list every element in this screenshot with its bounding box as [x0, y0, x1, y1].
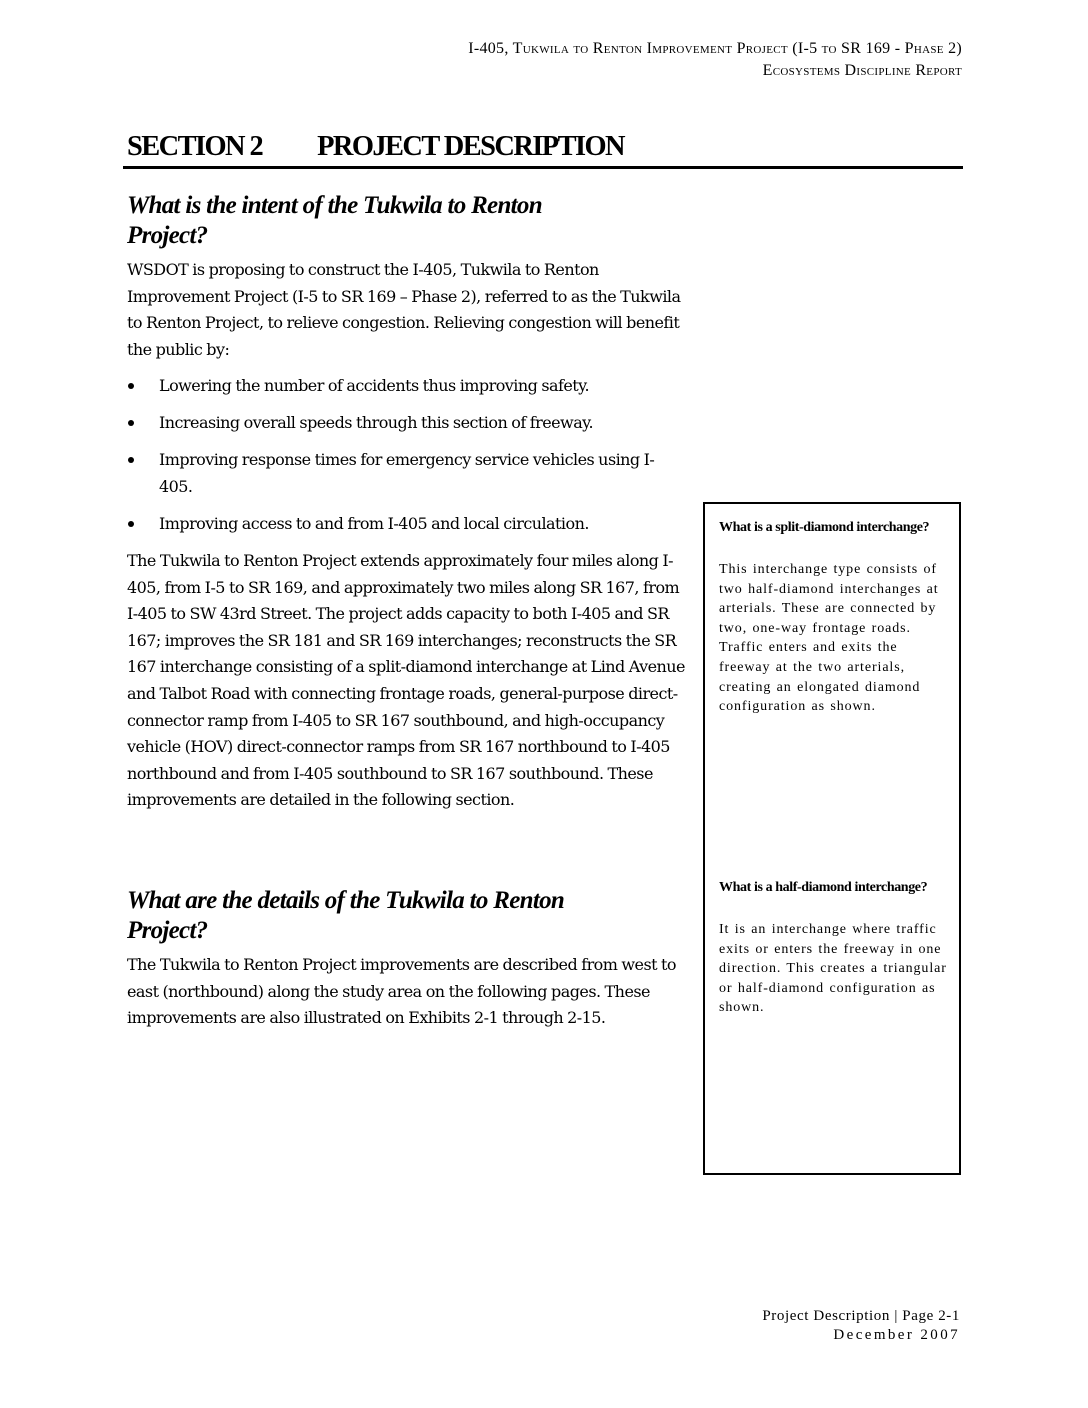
list-item: Lowering the number of accidents thus improving safety.: [127, 373, 687, 400]
details-paragraph: The Tukwila to Renton Project improvements are described from west to east (northbound) along the study area on the following pages. These improvements are also illustrated on Exhibits 2-1 through 2-15.: [127, 955, 677, 1028]
section-heading: [127, 130, 624, 163]
intent-heading-line2: Project?: [127, 222, 208, 249]
bullet-icon: [128, 383, 134, 389]
bullet-icon: [128, 457, 134, 463]
intent-paragraph: WSDOT is proposing to construct the I-405, Tukwila to Renton Improvement Project (I-5 to SR 169 – Phase 2), referred to as the Tukwila to Renton Project, to relieve congestion. Relieving congestion will benefit the public by:: [127, 260, 681, 359]
bullet-icon: [128, 521, 134, 527]
list-item: Improving response times for emergency service vehicles using I-405.: [127, 447, 687, 500]
benefits-list: [127, 373, 687, 548]
section-rule: [123, 166, 963, 169]
list-item: Increasing overall speeds through this section of freeway.: [127, 410, 687, 437]
intent-heading: [127, 191, 687, 251]
section-title: PROJECT DESCRIPTION: [317, 130, 624, 162]
half-diamond-answer: It is an interchange where traffic exits or enters the freeway in one direction. This creates a triangular or half-diamond configuration as shown.: [719, 922, 947, 1016]
split-diamond-question: What is a split-diamond interchange?: [719, 520, 930, 535]
footer-page-label: Project Description | Page 2-1: [762, 1308, 960, 1324]
sidebar-definitions-box: [703, 502, 961, 1175]
half-diamond-question: What is a half-diamond interchange?: [719, 880, 928, 895]
details-heading: [127, 886, 687, 946]
extent-paragraph: The Tukwila to Renton Project extends approximately four miles along I-405, from I-5 to SR 169, and approximately two miles along SR 167, from I-405 to SW 43rd Street. The project adds capacity to both I-405 and SR 167; improves the SR 181 and SR 169 interchanges; reconstructs the SR 167 interchange consisting of a split-diamond interchange at Lind Avenue and Talbot Road with connecting frontage roads, general-purpose direct-connector ramp from I-405 to SR 167 southbound, and high-occupancy vehicle (HOV) direct-connector ramps from SR 167 northbound to I-405 northbound and from I-405 southbound to SR 167 southbound. These improvements are detailed in the following section.: [127, 551, 685, 810]
running-header-title: I-405, Tukwila to Renton Improvement Project (I-5 to SR 169 - Phase 2): [468, 40, 962, 57]
section-number: SECTION 2: [127, 130, 263, 162]
split-diamond-answer: This interchange type consists of two half-diamond interchanges at arterials. These are connected by two, one-way frontage roads. Traffic enters and exits the freeway at the two arterials, creating an elongated diamond configuration as shown.: [719, 562, 939, 715]
details-heading-line2: Project?: [127, 917, 208, 944]
list-item: Improving access to and from I-405 and local circulation.: [127, 511, 687, 538]
details-heading-line1: What are the details of the Tukwila to Renton: [127, 887, 565, 914]
footer-date: December 2007: [833, 1327, 960, 1343]
bullet-icon: [128, 420, 134, 426]
intent-heading-line1: What is the intent of the Tukwila to Renton: [127, 192, 542, 219]
running-header-report: Ecosystems Discipline Report: [762, 62, 962, 79]
